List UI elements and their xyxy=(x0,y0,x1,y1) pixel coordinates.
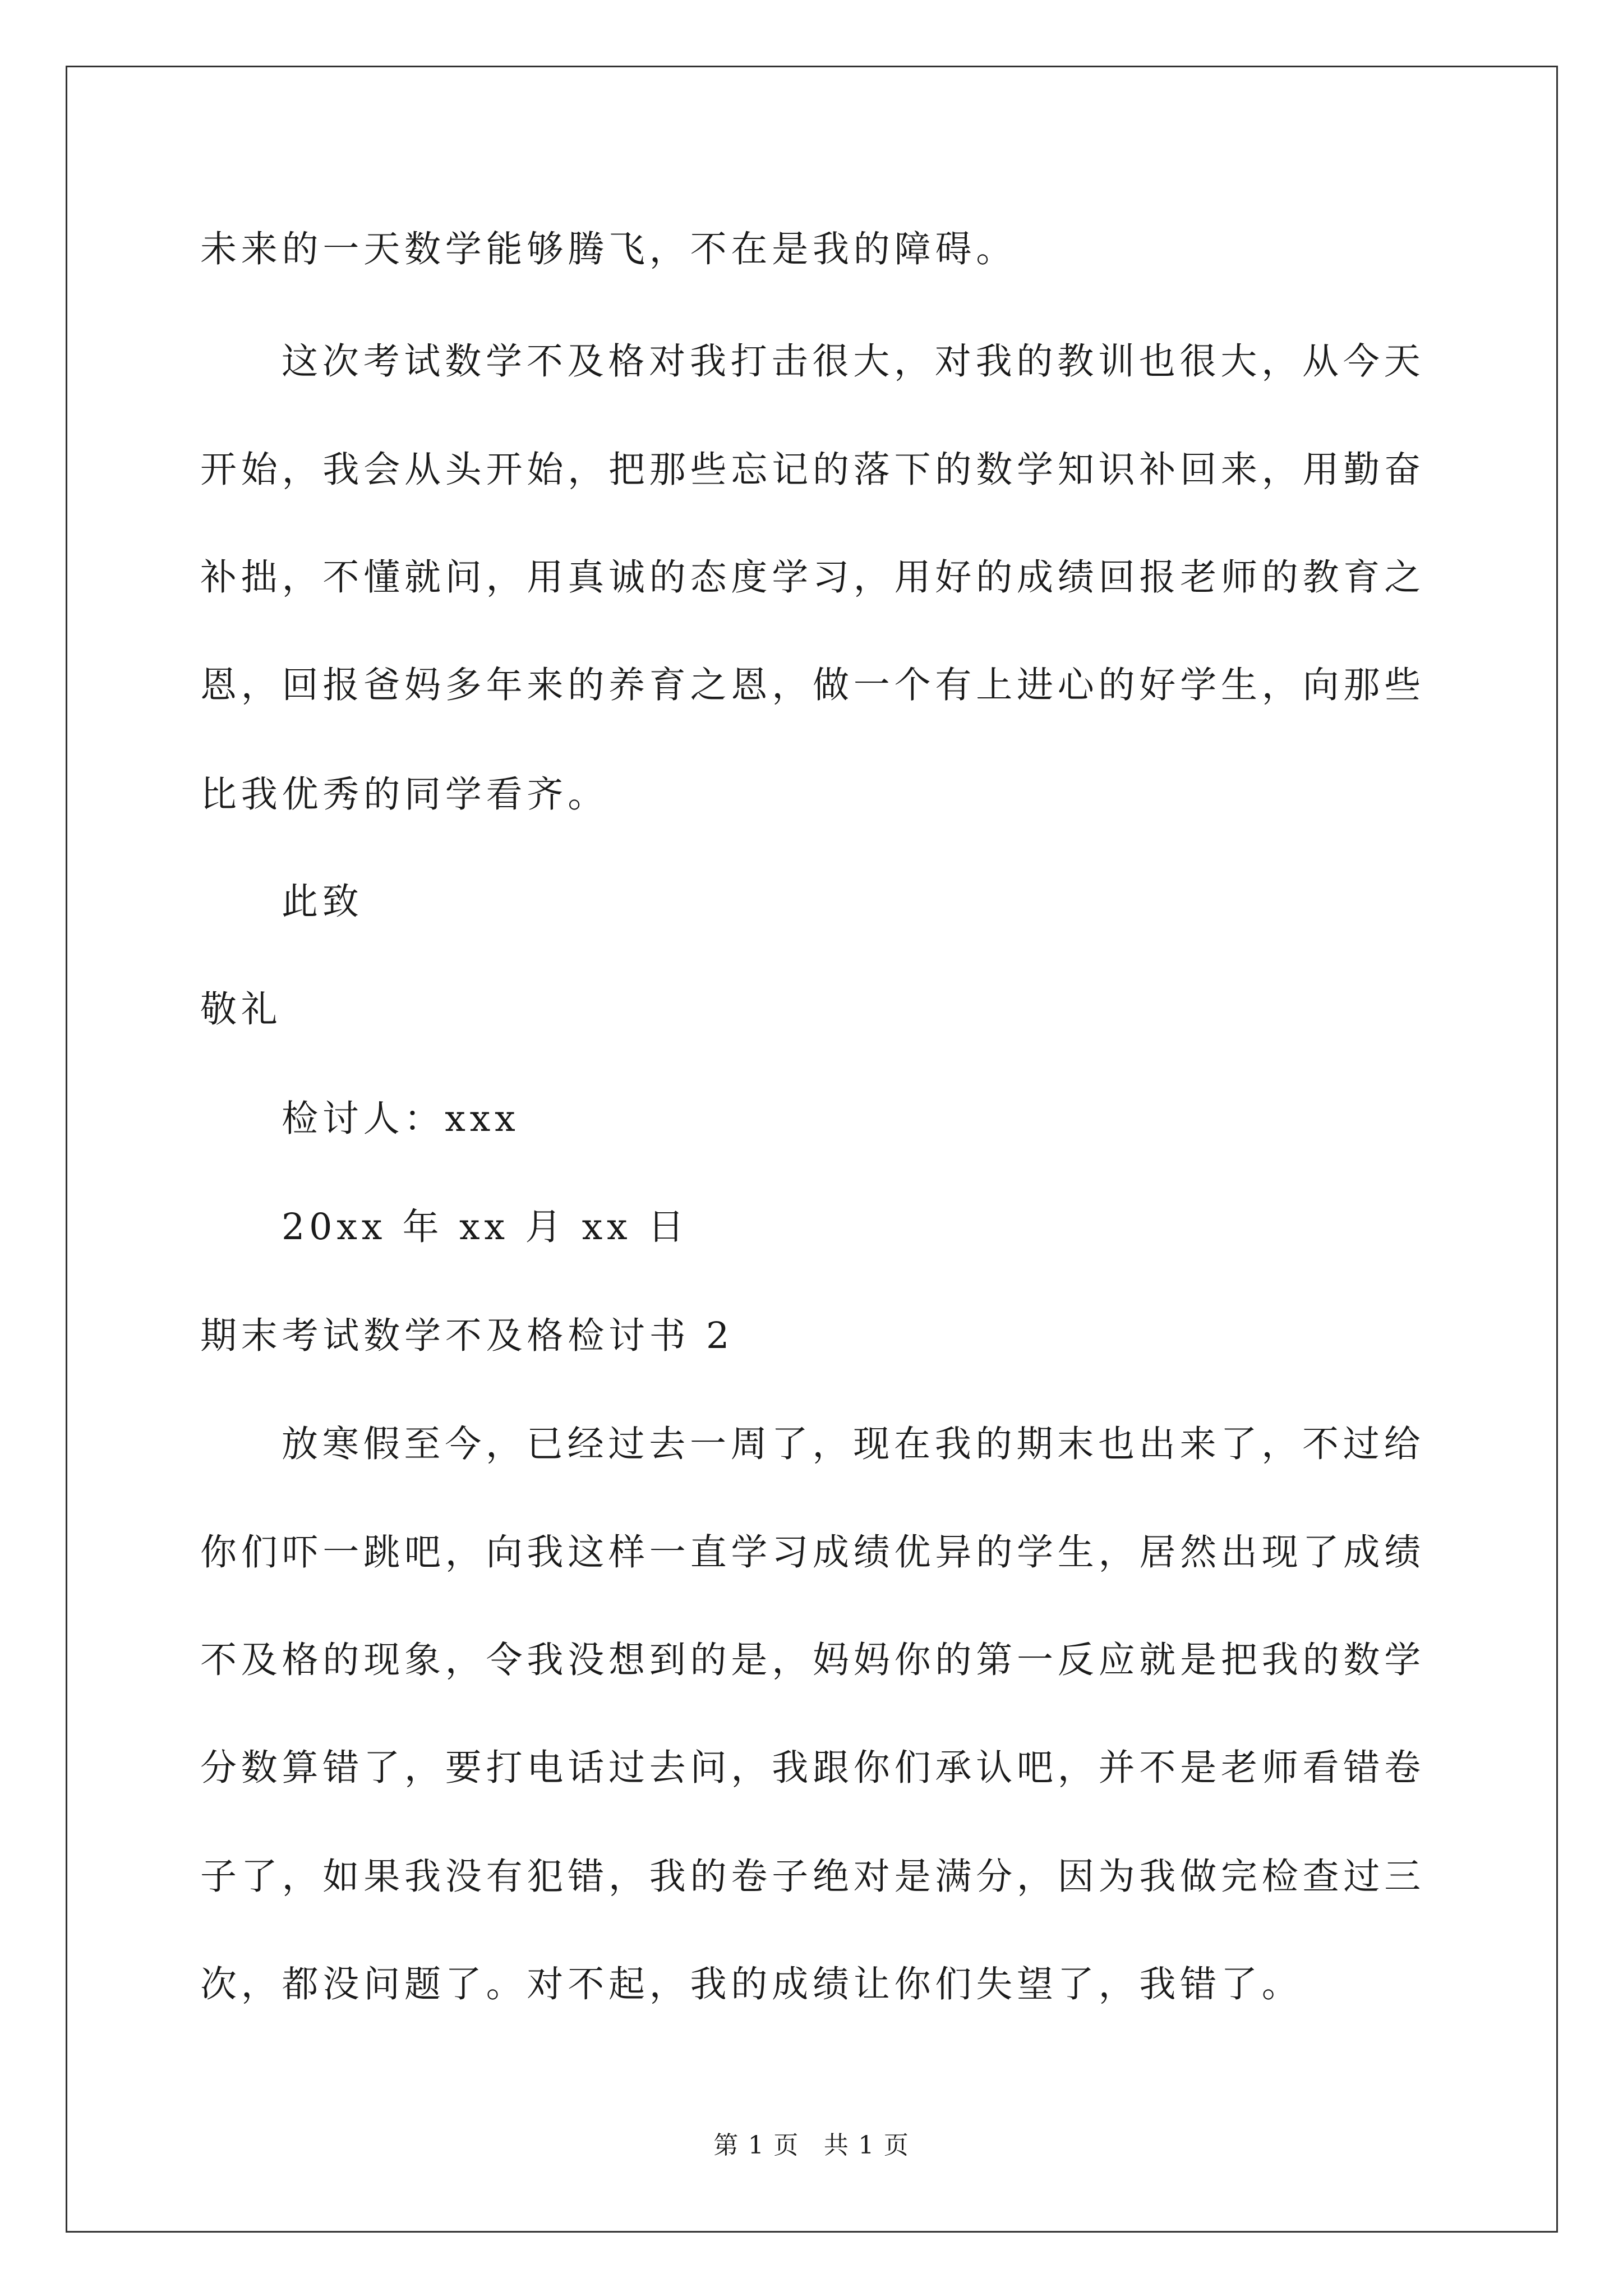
page-border xyxy=(66,66,1558,2233)
section-title: 期末考试数学不及格检讨书 2 xyxy=(200,1315,734,1357)
closing-respect: 敬礼 xyxy=(200,988,282,1030)
paragraph-line: 恩，回报爸妈多年来的养育之恩，做一个有上进心的好学生，向那些 xyxy=(200,664,1426,706)
paragraph-line: 未来的一天数学能够腾飞，不在是我的障碍。 xyxy=(200,228,1017,270)
paragraph-line: 不及格的现象，令我没想到的是，妈妈你的第一反应就是把我的数学 xyxy=(200,1639,1426,1681)
date-line: 20xx 年 xx 月 xx 日 xyxy=(282,1206,689,1248)
paragraph-line: 比我优秀的同学看齐。 xyxy=(200,774,609,816)
paragraph-line: 分数算错了，要打电话过去问，我跟你们承认吧，并不是老师看错卷 xyxy=(200,1747,1426,1789)
paragraph-line: 开始，我会从头开始，把那些忘记的落下的数学知识补回来，用勤奋 xyxy=(200,449,1426,491)
paragraph-line: 放寒假至今，已经过去一周了，现在我的期末也出来了，不过给 xyxy=(282,1423,1425,1465)
paragraph-line: 子了，如果我没有犯错，我的卷子绝对是满分，因为我做完检查过三 xyxy=(200,1856,1426,1898)
page-footer xyxy=(0,2129,1623,2162)
paragraph-line: 这次考试数学不及格对我打击很大，对我的教训也很大，从今天 xyxy=(282,341,1425,383)
closing-salutation: 此致 xyxy=(282,881,363,923)
page-number: 第 1 页 xyxy=(713,2131,800,2160)
paragraph-line: 你们吓一跳吧，向我这样一直学习成绩优异的学生，居然出现了成绩 xyxy=(200,1531,1426,1573)
paragraph-line: 补拙，不懂就问，用真诚的态度学习，用好的成绩回报老师的教育之 xyxy=(200,556,1426,599)
paragraph-line: 次，都没问题了。对不起，我的成绩让你们失望了，我错了。 xyxy=(200,1963,1303,2005)
signature-line: 检讨人：xxx xyxy=(282,1098,520,1140)
page-total: 共 1 页 xyxy=(823,2131,910,2160)
